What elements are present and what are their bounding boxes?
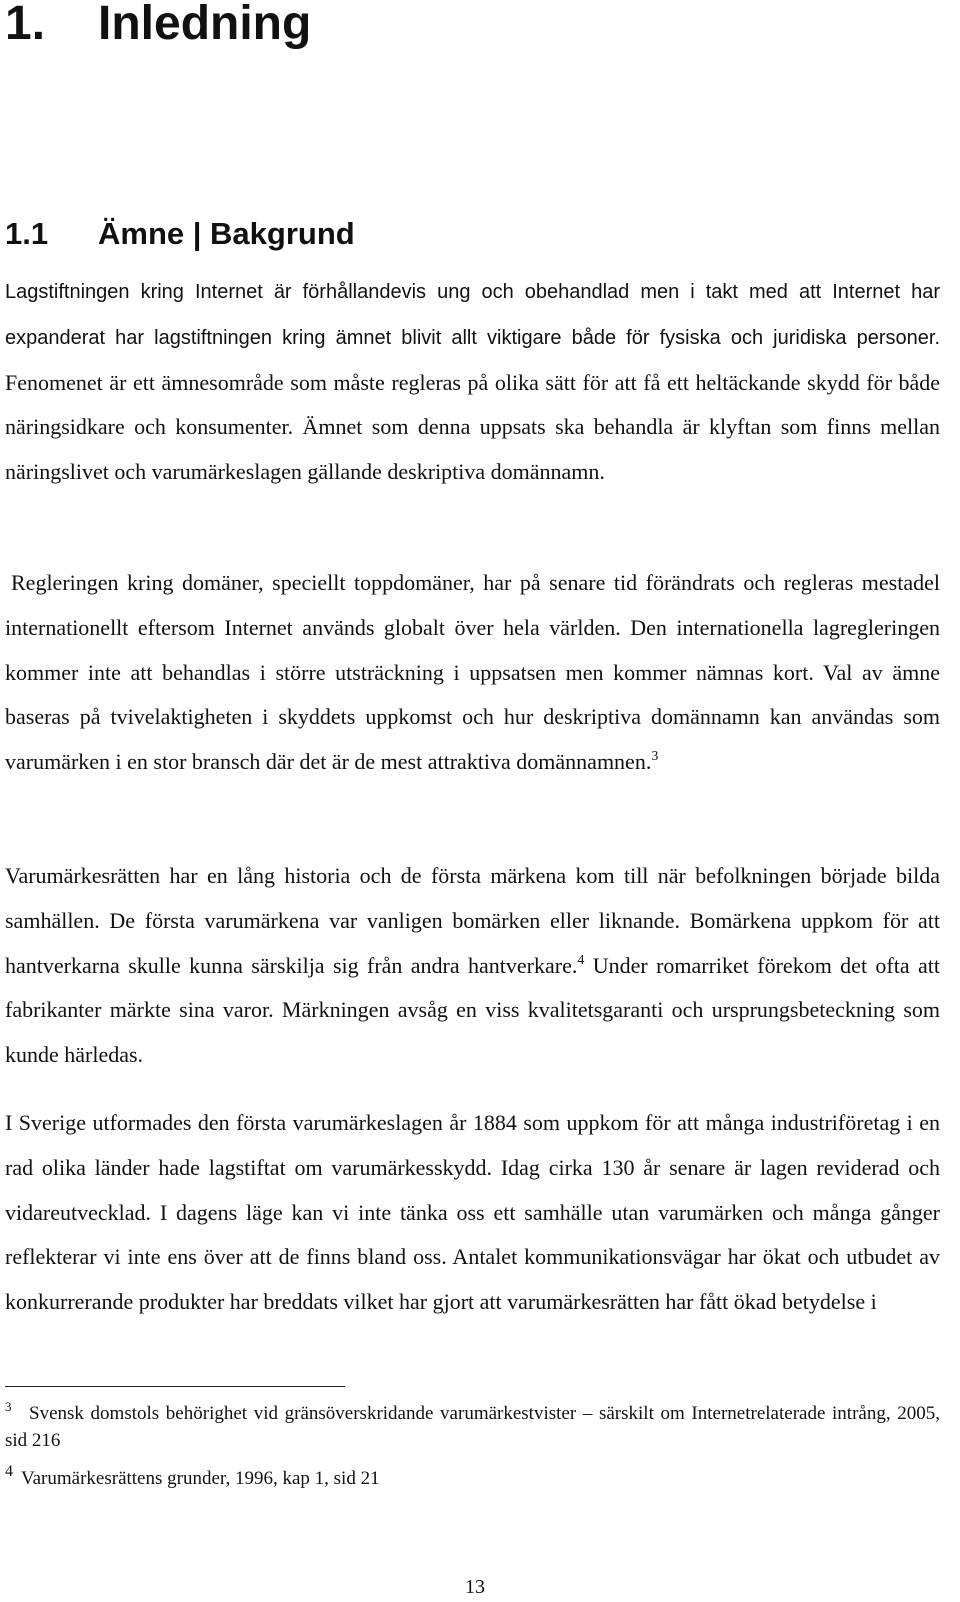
section-heading <box>5 210 355 258</box>
paragraph-1 <box>5 269 940 495</box>
paragraph-2 <box>5 561 940 785</box>
paragraph-1-sans-text: Lagstiftningen kring Internet är förhållandevis ung och obehandlad men i takt med att Internet har expanderat har lagstiftningen kring ämnet blivit allt viktigare både för fysiska och juridiska personer. <box>5 281 940 349</box>
paragraph-3-text-before: Varumärkesrätten har en lång historia och de första märkena kom till när befolkningen började bilda samhällen. De första varumärkena var vanligen bomärken eller liknande. Bomärkena uppkom för att hantverkarna skulle kunna särskilja sig från andra hantverkare. <box>5 863 940 978</box>
document-page <box>5 0 940 1597</box>
paragraph-2-text: Regleringen kring domäner, speciellt toppdomäner, har på senare tid förändrats och regleras mestadel internationellt eftersom Internet används globalt över hela världen. Den internationella lagregleringen kommer inte att behandlas i större utsträckning i uppsatsen men kommer nämnas kort. Val av ämne baseras på tvivelaktigheten i skyddets uppkomst och hur deskriptiva domännamn kan användas som varumärken i en stor bransch där det är de mest attraktiva domännamnen. <box>5 570 940 775</box>
chapter-number: 1. <box>5 0 46 50</box>
footnote-ref-4[interactable]: 4 <box>577 952 585 968</box>
footnote-3-text: Svensk domstols behörighet vid gränsöverskridande varumärkestvister – särskilt om Internetrelaterade intrång, 2005, sid 216 <box>5 1403 940 1451</box>
paragraph-3 <box>5 854 940 1078</box>
footnote-3: 3 Svensk domstols behörighet vid gränsöverskridande varumärkestvister – särskilt om Internetrelaterade intrång, 2005, sid 216 <box>5 1399 940 1451</box>
section-title: Ämne | Bakgrund <box>98 216 355 251</box>
chapter-heading <box>5 0 311 60</box>
paragraph-1-text: Fenomenet är ett ämnesområde som måste regleras på olika sätt för att få ett heltäckande skydd för både näringsidkare och konsumenter. Ämnet som denna uppsats ska behandla är klyftan som finns mellan näringslivet och varumärkeslagen gällande deskriptiva domännamn. <box>5 369 940 485</box>
paragraph-4-text: I Sverige utformades den första varumärkeslagen år 1884 som uppkom för att många industriföretag i en rad olika länder hade lagstiftat om varumärkesskydd. Idag cirka 130 år senare är lagen reviderad och vidareutvecklad. I dagens läge kan vi inte tänka oss ett samhälle utan varumärken och många gånger reflekterar vi inte ens över att de finns bland oss. Antalet kommunikationsvägar har ökat och utbudet av konkurrerande produkter har breddats vilket har gjort att varumärkesrätten har fått ökad betydelse i <box>5 1110 940 1315</box>
footnote-4-text: Varumärkesrättens grunder, 1996, kap 1, sid 21 <box>21 1468 380 1489</box>
footnote-divider <box>5 1386 345 1387</box>
section-number: 1.1 <box>5 216 49 251</box>
chapter-title: Inledning <box>98 0 312 50</box>
paragraph-4 <box>5 1101 940 1325</box>
paragraph-3-text-after: Under romarriket förekom det ofta att fabrikanter märkte sina varor. Märkningen avsåg en viss kvalitetsgaranti och ursprungsbeteckning som kunde härledas. <box>5 952 941 1068</box>
footnote-4: 4 Varumärkesrättens grunder, 1996, kap 1, sid 21 <box>5 1463 380 1489</box>
page-number: 13 <box>465 1576 485 1598</box>
footnote-ref-3[interactable]: 3 <box>651 749 659 765</box>
